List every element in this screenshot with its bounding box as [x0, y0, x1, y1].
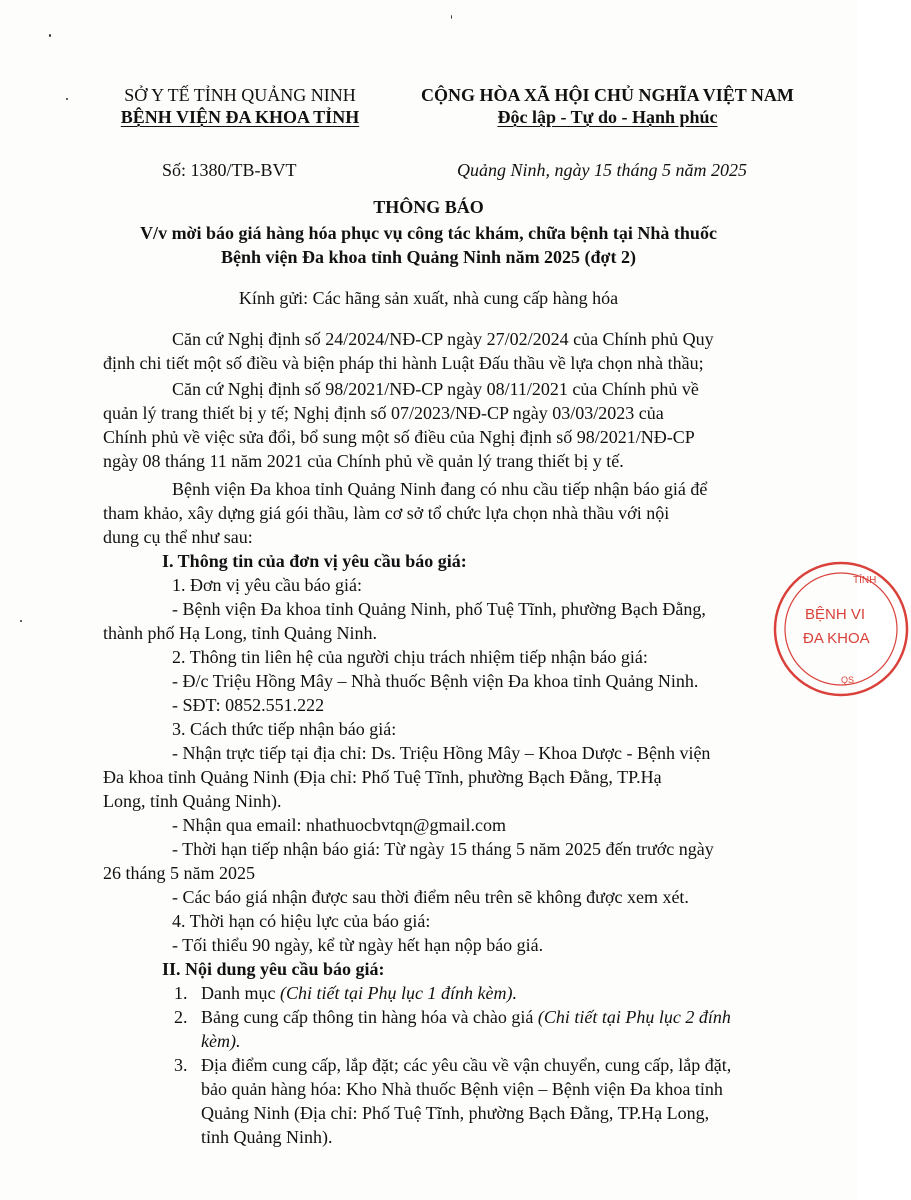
s1-item3: 3. Cách thức tiếp nhận báo giá:	[172, 719, 397, 739]
s1-item3-l1: - Nhận trực tiếp tại địa chỉ: Ds. Triệu Hồng Mây – Khoa Dược - Bệnh viện	[172, 743, 711, 763]
scan-speck	[66, 98, 68, 100]
s1-item2-l1: - Đ/c Triệu Hồng Mây – Nhà thuốc Bệnh viện Đa khoa tỉnh Quảng Ninh.	[172, 671, 699, 691]
s2-item3-l2: bảo quản hàng hóa: Kho Nhà thuốc Bệnh viện – Bệnh viện Đa khoa tỉnh	[201, 1079, 723, 1099]
place-date: Quảng Ninh, ngày 15 tháng 5 năm 2025	[457, 160, 747, 180]
body-p3-l2: tham khảo, xây dựng giá gói thầu, làm cơ sở tổ chức lựa chọn nhà thầu với nội	[103, 503, 670, 523]
document-title: THÔNG BÁO	[373, 197, 484, 217]
stamp-text-line1: BỆNH VI	[805, 606, 866, 623]
s2-item2-number: 2.	[174, 1007, 188, 1027]
s2-item2	[201, 1006, 731, 1028]
scan-speck	[451, 15, 452, 19]
recipient-line: Kính gửi: Các hãng sản xuất, nhà cung cấp hàng hóa	[238, 288, 619, 308]
section-2-heading: II. Nội dung yêu cầu báo giá:	[162, 959, 385, 979]
s2-item3-l1: Địa điểm cung cấp, lắp đặt; các yêu cầu về vận chuyển, cung cấp, lắp đặt,	[201, 1055, 732, 1075]
body-p3-l1: Bệnh viện Đa khoa tỉnh Quảng Ninh đang có nhu cầu tiếp nhận báo giá để	[172, 479, 708, 499]
s2-item1-number: 1.	[174, 983, 188, 1003]
s2-item3-l3: Quảng Ninh (Địa chỉ: Phố Tuệ Tĩnh, phường Bạch Đằng, TP.Hạ Long,	[201, 1103, 710, 1123]
hospital-stamp	[771, 559, 911, 699]
stamp-inner-ring	[785, 573, 897, 685]
motto-text: Độc lập - Tự do - Hạnh phúc	[497, 107, 718, 127]
section-1-heading: I. Thông tin của đơn vị yêu cầu báo giá:	[162, 551, 467, 571]
subject-line-2: Bệnh viện Đa khoa tỉnh Quảng Ninh năm 2025 (đợt 2)	[220, 247, 637, 267]
stamp-text-line2: ĐA KHOA	[803, 630, 870, 647]
s1-item3-l5: - Thời hạn tiếp nhận báo giá: Từ ngày 15 tháng 5 năm 2025 đến trước ngày	[172, 839, 714, 859]
s1-item3-l4: - Nhận qua email: nhathuocbvtqn@gmail.com	[172, 815, 506, 835]
org-name	[95, 106, 385, 128]
s1-item2: 2. Thông tin liên hệ của người chịu trách nhiệm tiếp nhận báo giá:	[172, 647, 648, 667]
scan-speck	[49, 34, 51, 37]
s2-item1-note: (Chi tiết tại Phụ lục 1 đính kèm).	[279, 983, 517, 1003]
stamp-text-bottom: QS	[841, 675, 855, 685]
s2-item1	[201, 982, 517, 1004]
national-title: CỘNG HÒA XÃ HỘI CHỦ NGHĨA VIỆT NAM	[421, 85, 794, 105]
s1-item2-l2: - SĐT: 0852.551.222	[172, 695, 325, 715]
s1-item3-l7: - Các báo giá nhận được sau thời điểm nêu trên sẽ không được xem xét.	[172, 887, 689, 907]
body-p1-l2: định chi tiết một số điều và biện pháp thi hành Luật Đấu thầu về lựa chọn nhà thầu;	[103, 353, 704, 373]
body-p2-l3: Chính phủ về việc sửa đổi, bổ sung một số điều của Nghị định số 98/2021/NĐ-CP	[103, 427, 695, 447]
s2-item3-l4: tỉnh Quảng Ninh).	[201, 1127, 333, 1147]
org-parent: SỞ Y TẾ TỈNH QUẢNG NINH	[124, 85, 356, 105]
body-p2-l2: quản lý trang thiết bị y tế; Nghị định số 07/2023/NĐ-CP ngày 03/03/2023 của	[103, 403, 664, 423]
s1-item4-l1: - Tối thiểu 90 ngày, kể từ ngày hết hạn nộp báo giá.	[172, 935, 544, 955]
s1-item3-l2: Đa khoa tỉnh Quảng Ninh (Địa chỉ: Phố Tuệ Tĩnh, phường Bạch Đằng, TP.Hạ	[103, 767, 662, 787]
s1-item1: 1. Đơn vị yêu cầu báo giá:	[172, 575, 362, 595]
s2-item2-note-l2: kèm).	[201, 1031, 241, 1051]
s1-item1-l1: - Bệnh viện Đa khoa tỉnh Quảng Ninh, phố Tuệ Tĩnh, phường Bạch Đằng,	[172, 599, 706, 619]
body-p3-l3: dung cụ thể như sau:	[103, 527, 253, 547]
national-motto	[410, 106, 805, 128]
s1-item3-l6: 26 tháng 5 năm 2025	[103, 863, 255, 883]
s1-item4: 4. Thời hạn có hiệu lực của báo giá:	[172, 911, 431, 931]
document-number: Số: 1380/TB-BVT	[162, 160, 297, 180]
org-name-text: BỆNH VIỆN ĐA KHOA TỈNH	[120, 107, 360, 127]
s2-item3-number: 3.	[174, 1055, 188, 1075]
s2-item1-text: Danh mục	[201, 983, 280, 1003]
body-p2-l4: ngày 08 tháng 11 năm 2021 của Chính phủ về quản lý trang thiết bị y tế.	[103, 451, 624, 471]
subject-line-1: V/v mời báo giá hàng hóa phục vụ công tác khám, chữa bệnh tại Nhà thuốc	[140, 223, 717, 243]
s2-item2-text: Bảng cung cấp thông tin hàng hóa và chào giá	[201, 1007, 538, 1027]
stamp-text-top: TỈNH	[853, 575, 877, 586]
s2-item2-note: (Chi tiết tại Phụ lục 2 đính	[537, 1007, 731, 1027]
s1-item3-l3: Long, tỉnh Quảng Ninh).	[103, 791, 282, 811]
body-p1-l1: Căn cứ Nghị định số 24/2024/NĐ-CP ngày 27/02/2024 của Chính phủ Quy	[172, 329, 714, 349]
s1-item1-l2: thành phố Hạ Long, tỉnh Quảng Ninh.	[103, 623, 377, 643]
scan-speck	[20, 620, 22, 622]
body-p2-l1: Căn cứ Nghị định số 98/2021/NĐ-CP ngày 08/11/2021 của Chính phủ về	[172, 379, 699, 399]
